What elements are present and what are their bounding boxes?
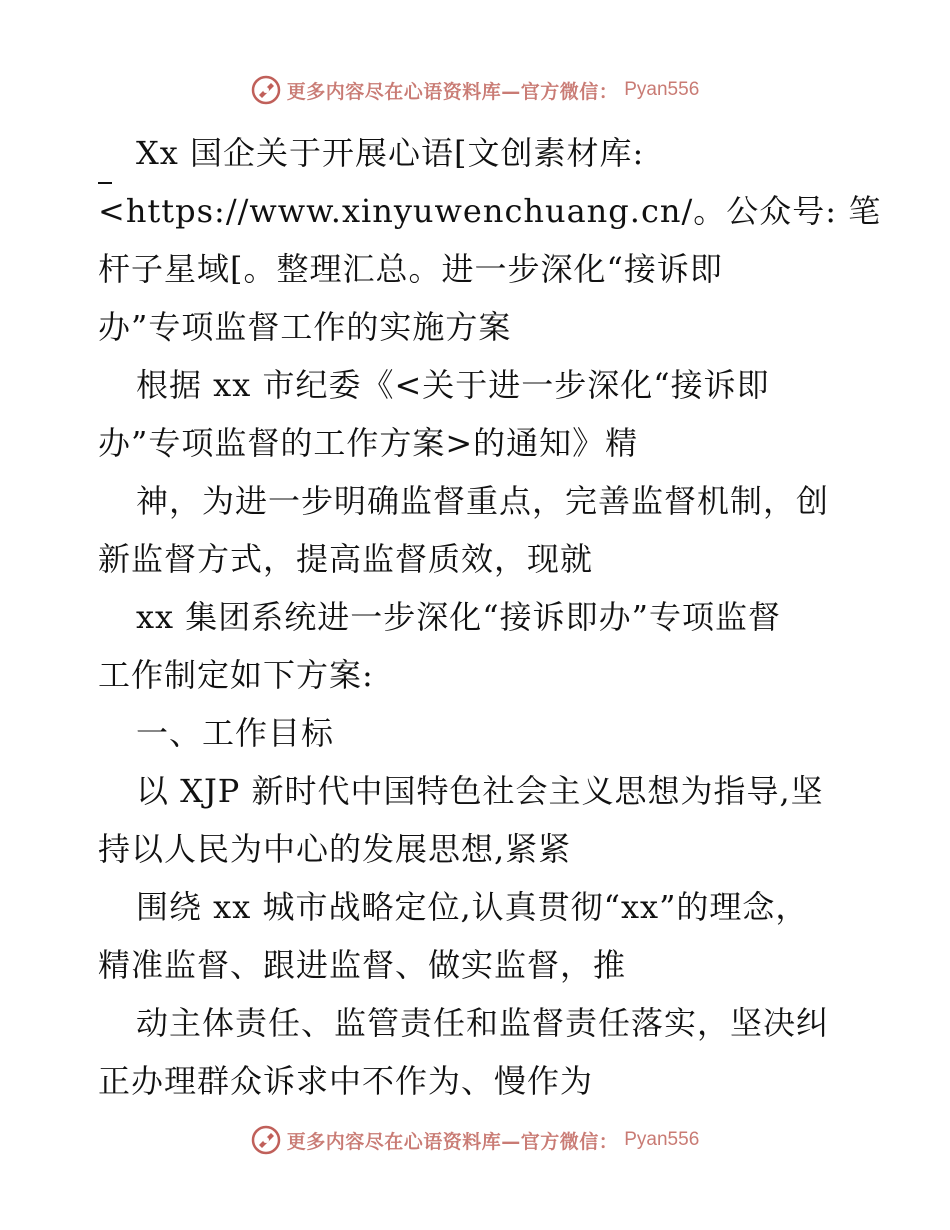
doc-line: 工作制定如下方案:: [98, 656, 374, 694]
doc-line: 神，为进一步明确监督重点，完善监督机制，创: [136, 482, 830, 520]
watermark-text: 更多内容尽在心语资料库—官方微信：: [286, 1130, 619, 1153]
doc-line: 精准监督、跟进监督、做实监督，推: [98, 946, 627, 984]
doc-line: <https://www.xinyuwenchuang.cn/。公众号: 笔: [98, 192, 882, 230]
doc-line: 根据 xx 市纪委《<关于进一步深化“接诉即: [136, 366, 770, 404]
header-watermark: [0, 72, 950, 108]
doc-line: Xx 国企关于开展心语[文创素材库:: [136, 134, 645, 172]
doc-line: 动主体责任、监管责任和监督责任落实，坚决纠: [136, 1004, 830, 1042]
doc-line: 办”专项监督工作的实施方案: [98, 308, 512, 346]
watermark-text: 更多内容尽在心语资料库—官方微信：: [286, 80, 619, 103]
watermark-wechat-id: Pyan556: [624, 1129, 700, 1150]
doc-line: 办”专项监督的工作方案>的通知》精: [98, 424, 639, 462]
footer-watermark: [0, 1122, 950, 1158]
watermark-wechat-id: Pyan556: [624, 79, 700, 100]
document-body: [98, 124, 882, 1110]
doc-line: 围绕 xx 城市战略定位,认真贯彻“xx”的理念，: [136, 888, 809, 926]
seal-logo-icon: [251, 1125, 281, 1155]
section-heading: 一、工作目标: [136, 714, 335, 752]
doc-line: 持以人民为中心的发展思想,紧紧: [98, 830, 572, 868]
doc-line: 以 XJP 新时代中国特色社会主义思想为指导,坚: [136, 772, 824, 810]
doc-line: 杆子星域[。整理汇总。进一步深化“接诉即: [98, 250, 723, 288]
seal-logo-icon: [251, 75, 281, 105]
doc-line: 正办理群众诉求中不作为、慢作为: [98, 1062, 594, 1100]
doc-line: 新监督方式，提高监督质效，现就: [98, 540, 594, 578]
doc-line: xx 集团系统进一步深化“接诉即办”专项监督: [136, 598, 781, 636]
